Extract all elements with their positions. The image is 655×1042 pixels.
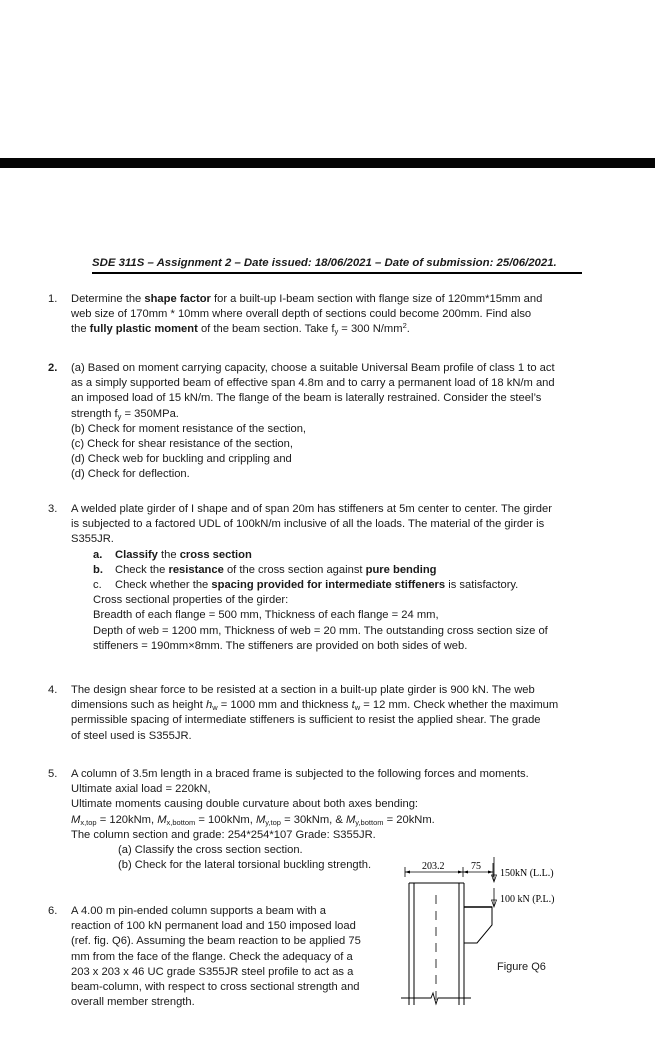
keyword: fully plastic moment — [89, 323, 198, 336]
keyword: pure bending — [365, 563, 437, 576]
text: the — [157, 548, 180, 561]
text: permissible spacing of intermediate stiffeners is sufficient to resist the applied shear. The grade — [71, 714, 541, 727]
text: The column section and grade: 254*254*107 Grade: S355JR. — [71, 828, 376, 841]
symbol: M — [71, 813, 81, 826]
symbol: M — [157, 813, 167, 826]
sub-question: (d) Check web for buckling and crippling and — [71, 453, 292, 466]
arrow-head — [488, 871, 493, 874]
text: The design shear force to be resisted at a section in a built-up plate girder is 900 kN. The web — [71, 684, 535, 696]
list-label: b. — [93, 563, 103, 576]
list-label: c. — [93, 579, 102, 592]
text: Ultimate axial load = 220kN, — [71, 783, 211, 796]
text: = 30kNm, & — [280, 813, 346, 826]
permanent-load-label: 100 kN (P.L.) — [500, 894, 555, 905]
text: = 1000 mm and thickness — [217, 699, 352, 712]
document-title: SDE 311S – Assignment 2 – Date issued: 18/06/2021 – Date of submission: 25/06/2021. — [92, 257, 557, 269]
text: Check whether the — [115, 579, 212, 592]
question-number: 2. — [48, 362, 58, 374]
text: strength f — [71, 407, 118, 420]
text: A 4.00 m pin-ended column supports a beam with a — [71, 905, 326, 917]
text: = 100kNm, — [195, 813, 256, 826]
keyword: spacing provided for intermediate stiffeners — [211, 579, 446, 592]
arrow-head — [458, 871, 463, 874]
subscript: w — [354, 703, 361, 713]
text: stiffeners = 190mm×8mm. The stiffeners are provided on both sides of web. — [93, 639, 468, 652]
question-1 — [48, 292, 588, 338]
subscript: y — [334, 327, 339, 337]
subscript: y — [117, 411, 122, 421]
arrow-head — [463, 871, 468, 874]
bracket-plate — [464, 907, 492, 943]
text: Cross sectional properties of the girder: — [93, 594, 289, 607]
text: the — [71, 323, 90, 336]
text: of the beam section. Take f — [197, 323, 335, 336]
symbol: M — [345, 813, 356, 826]
text: = 120kNm, — [96, 813, 158, 826]
question-4 — [48, 683, 588, 744]
text: an imposed load of 15 kN/m. The flange of the beam is laterally restrained. Consider the steel’s — [71, 392, 542, 405]
text: = 12 mm. Check whether the maximum — [360, 699, 559, 712]
keyword: shape factor — [144, 293, 211, 305]
live-load-label: 150kN (L.L.) — [500, 868, 554, 879]
symbol: h — [205, 699, 213, 712]
question-number: 1. — [48, 293, 58, 305]
text: for a built-up I-beam section with flange size of 120mm*15mm and — [210, 293, 543, 305]
question-number: 6. — [48, 905, 58, 917]
question-6 — [48, 904, 388, 1010]
sub-question: (b) Check for moment resistance of the section, — [71, 422, 307, 435]
text: A welded plate girder of I shape and of span 20m has stiffeners at 5m center to center. The girder — [71, 503, 552, 515]
text: web size of 170mm * 10mm where overall depth of sections could become 200mm. Find also — [71, 308, 532, 321]
text: A column of 3.5m length in a braced frame is subjected to the following forces and moments. — [71, 768, 529, 780]
sub-question: (b) Check for the lateral torsional buckling strength. — [118, 859, 372, 872]
text: of the cross section against — [223, 563, 366, 576]
list-label: a. — [93, 548, 103, 561]
subscript: w — [212, 703, 218, 713]
question-number: 4. — [48, 684, 58, 696]
text: of steel used is S355JR. — [71, 729, 192, 742]
keyword: Classify — [115, 548, 158, 561]
keyword: resistance — [168, 563, 224, 576]
text: overall member strength. — [71, 996, 195, 1009]
keyword: cross section — [179, 548, 252, 561]
text: Check the — [115, 563, 169, 576]
dimension-label: 75 — [471, 861, 481, 872]
text: mm from the face of the flange. Check the adequacy of a — [71, 950, 353, 963]
text: beam-column, with respect to cross sectional strength and — [71, 981, 360, 994]
text: 203 x 203 x 46 UC grade S355JR steel profile to act as a — [71, 965, 354, 978]
text: (ref. fig. Q6). Assuming the beam reaction to be applied 75 — [71, 935, 361, 948]
title-underline — [92, 272, 582, 274]
question-number: 3. — [48, 503, 58, 515]
text: Depth of web = 1200 mm, Thickness of web = 20 mm. The outstanding cross section size of — [93, 624, 548, 637]
question-number: 5. — [48, 768, 58, 780]
symbol: M — [255, 813, 266, 826]
text: as a simply supported beam of effective span 4.8m and to carry a permanent load of 18 kN/m and — [71, 377, 555, 390]
sub-question: (d) Check for deflection. — [71, 468, 190, 481]
text: Determine the — [71, 293, 145, 305]
text: S355JR. — [71, 533, 114, 546]
arrow-head — [405, 871, 410, 874]
sub-question: (a) Classify the cross section section. — [118, 844, 303, 857]
subscript: x,top — [80, 817, 97, 827]
text: = 350MPa. — [121, 407, 179, 420]
superscript: 2 — [402, 321, 407, 331]
text: (a) Based on moment carrying capacity, choose a suitable Universal Beam profile of class 1 to act — [71, 362, 555, 374]
text: = 20kNm. — [383, 813, 435, 826]
text: . — [406, 323, 410, 336]
text: = 300 N/mm — [338, 323, 403, 336]
subscript: x,bottom — [166, 817, 196, 827]
top-black-bar — [0, 158, 655, 168]
text: Breadth of each flange = 500 mm, Thickness of each flange = 24 mm, — [93, 609, 439, 622]
figure-q6-diagram — [395, 855, 575, 1030]
question-3 — [48, 502, 588, 654]
text: Ultimate moments causing double curvature about both axes bending: — [71, 798, 419, 811]
text: is subjected to a factored UDL of 100kN/m inclusive of all the loads. The material of the girder is — [71, 518, 545, 531]
text: dimensions such as height — [71, 699, 206, 712]
dimension-label: 203.2 — [422, 861, 445, 872]
text: reaction of 100 kN permanent load and 150 imposed load — [71, 920, 356, 933]
question-2 — [48, 361, 588, 483]
subscript: y,bottom — [355, 817, 384, 827]
subscript: y,top — [265, 817, 281, 827]
figure-label: Figure Q6 — [497, 961, 546, 973]
sub-question: (c) Check for shear resistance of the section, — [71, 438, 293, 451]
symbol: t — [351, 699, 355, 712]
text: is satisfactory. — [445, 579, 519, 592]
